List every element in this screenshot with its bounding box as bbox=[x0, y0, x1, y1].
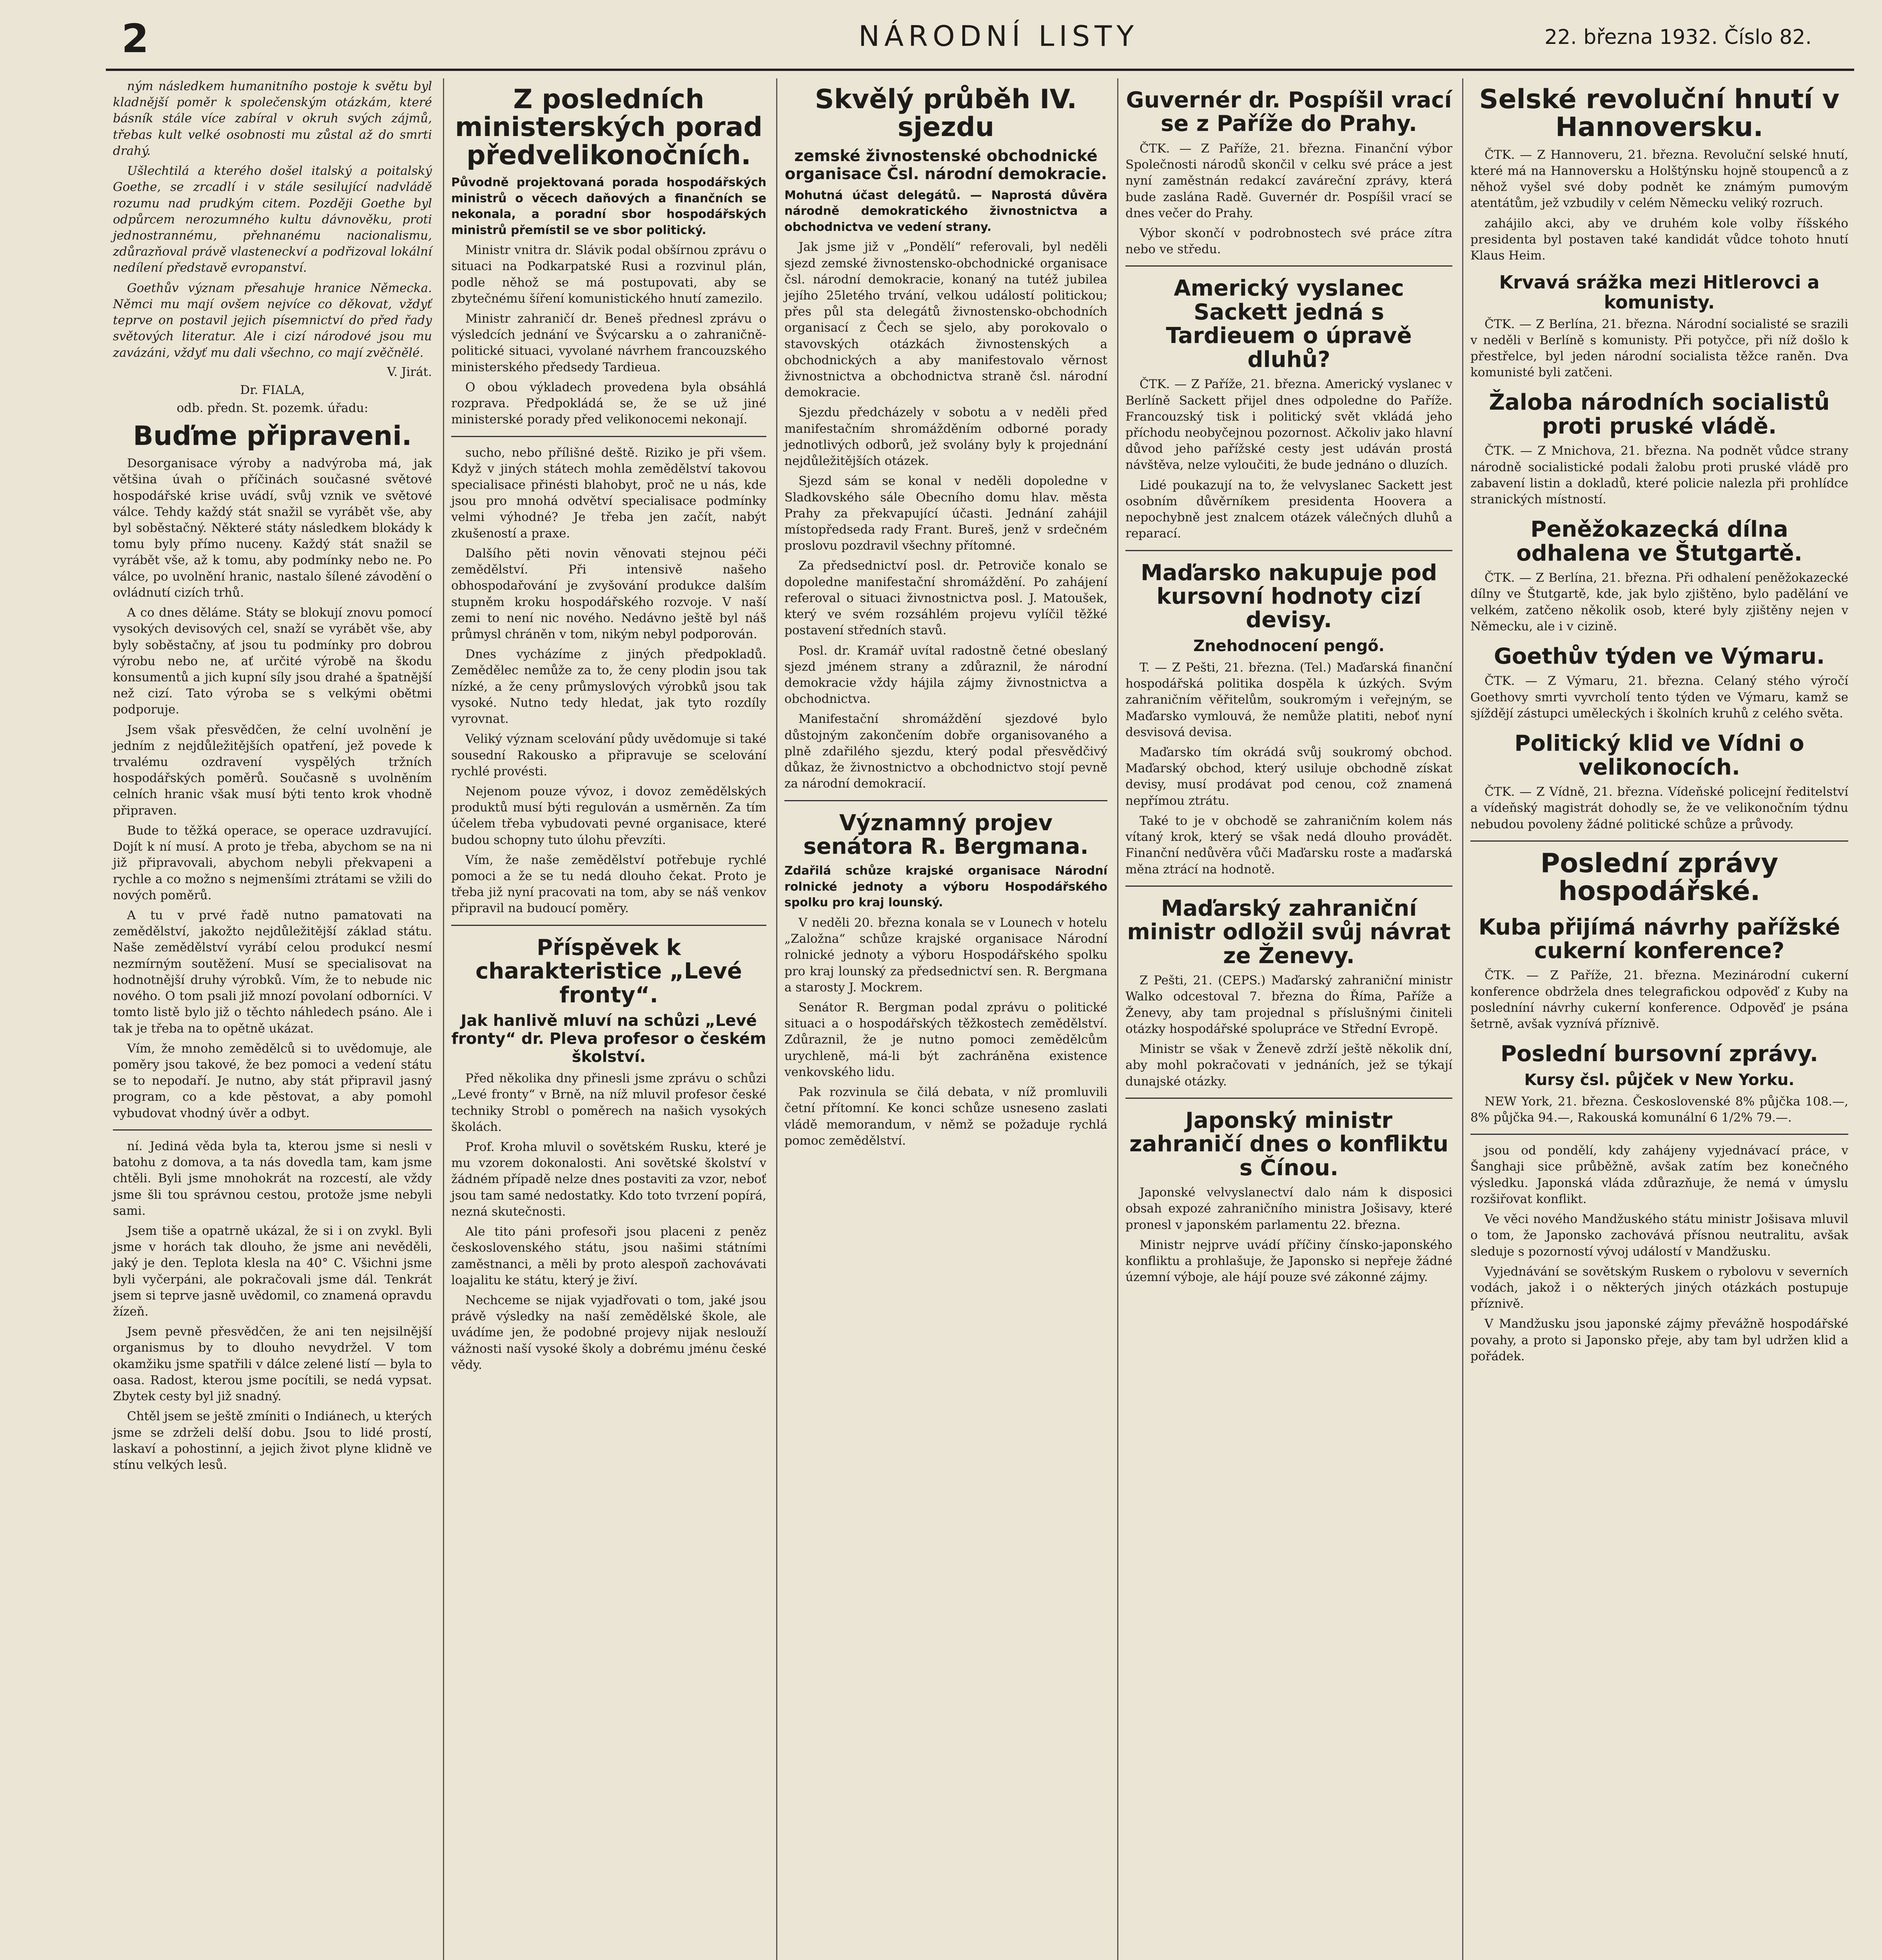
article-paragraph: Desorganisace výroby a nadvýroba má, jak většina úvah o příčinách současné světové hospodářské krise uvádí, svůj vznik ve světové válce. Tehdy každý stát snažil se vyrábět vše, aby byl soběstačný. Některé státy následkem blokády k tomu byly přímo nuceny. Každý stát snažil se vyrábět vše, až k tomu, aby podmínky nebo ne. Po válce, po uvolnění hranic, nastalo šílené závodění o ovládnutí cizích trhů. bbox=[113, 456, 432, 600]
section-headline: Poslední zprávy hospodářské. bbox=[1540, 848, 1779, 907]
paper-name: NÁRODNÍ LISTY bbox=[858, 20, 1139, 53]
article-paragraph: Ministr vnitra dr. Slávik podal obšírnou zprávu o situaci na Podkarpatské Rusi a rozvinul plán, podle něhož se má postupovati, aby se zbytečnému šíření komunistického hnutí zamezilo. bbox=[451, 243, 766, 306]
intro-paragraph: Ušlechtilá a kterého došel italský a poitalský Goethe, se zrcadlí i v stále sesilující nadvládě rozumu nad prudkým citem. Později Goethe byl odpůrcem nerozumného kultu dávnověku, proti jednostrannému, přehnanému nacionalismu, zdůrazňoval právě vlasteneckví a podřizoval lokální nedílení představě evropanství. bbox=[113, 164, 432, 275]
article-paragraph: Ministr zahraničí dr. Beneš přednesl zprávu o výsledcích jednání ve Švýcarsku a o zahraničně-politické situaci, vyvolané návrhem francouzského ministerského předsedy Tardieua. bbox=[451, 312, 766, 374]
feuilleton-paragraph: Jsem tiše a opatrně ukázal, že si i on zvykl. Byli jsme v horách tak dlouho, že jsme ani nevěděli, jaký je den. Teplota klesla na 40° C. Všichni jsme byli vyčerpáni, ale pokračovali jsme dál. Tenkrát jsem si teprve jasně uvědomil, co znamená opravdu žízeň. bbox=[113, 1223, 432, 1319]
article-paragraph: V neděli 20. března konala se v Lounech v hotelu „Založna“ schůze krajské organisace Národní rolnické jednoty a výboru Hospodářského spolku pro kraj lounský za předsednictví sen. R. Bergmana a starosty J. Mockrem. bbox=[784, 915, 1107, 995]
article-paragraph: Prof. Kroha mluvil o sovětském Rusku, které je mu vzorem dokonalosti. Ani sovětské školství v žádném případě nelze dnes postaviti za vzor, neboť jsou tam samé nedostatky. Kdo toto tvrzení popírá, nezná skutečnosti. bbox=[451, 1140, 766, 1219]
article-paragraph: Výbor skončí v podrobnostech své práce zítra nebo ve středu. bbox=[1125, 226, 1452, 257]
section-divider bbox=[1125, 265, 1452, 267]
article-paragraph: Jak jsme již v „Pondělí“ referovali, byl neděli sjezd zemské živnostensko-obchodnické organisace čsl. národní demokracie, konaný na tutéž jubilea jejího 25letého trvání, velkou událostí politickou; přes půl sta delegátů živnostensko-obchodních organisací z Čech se sjelo, aby porokovalo o stavovských otázkách živnostenských a obchodnických a aby manifestovalo věrnost živnostnictva a obchodnictva straně čsl. národní demokracie. bbox=[784, 240, 1107, 400]
section-divider bbox=[1125, 1098, 1452, 1099]
article-paragraph: Posl. dr. Kramář uvítal radostně četné obeslaný sjezd jménem strany a zdůraznil, že národní demokracie vždy hájila zájmy živnostnictva a obchodnictva. bbox=[784, 643, 1107, 706]
article-author: Dr. FIALA, bbox=[240, 383, 305, 397]
article-headline: Politický klid ve Vídni o velikonocích. bbox=[1514, 731, 1804, 780]
article-paragraph: ČTK. — Z Paříže, 21. března. Americký vyslanec v Berlíně Sackett přijel dnes odpoledne do Paříže. Francouzský tisk i politický svět vkládá jeho příchodu neobyčejnou pozornost. Ačkoliv jako hlavní důvod jeho pařížské cesty jest udáván prostá návštěva, nelze vyloučiti, že bude jednáno o dluzích. bbox=[1125, 377, 1452, 472]
article-lead: Původně projektovaná porada hospodářských ministrů o věcech daňových a finančních se nekonala, a poradní sbor hospodářských ministrů přemístil se ve sbor politický. bbox=[451, 176, 766, 237]
article-paragraph: V Mandžusku jsou japonské zájmy převážně hospodářské povahy, a proto si Japonsko přeje, aby tam byl udržen klid a pořádek. bbox=[1470, 1317, 1848, 1363]
article-headline: Žaloba národních socialistů proti pruské vládě. bbox=[1489, 390, 1830, 439]
article-paragraph: Vím, že naše zemědělství potřebuje rychlé pomoci a že se tu nedá dlouho čekat. Proto je třeba již nyní pracovati na tom, aby se náš venkov připravil na budoucí poměry. bbox=[451, 853, 766, 916]
page-number: 2 bbox=[122, 16, 149, 62]
feuilleton-paragraph: Jsem pevně přesvědčen, že ani ten nejsilnější organismus by to dlouho nevydržel. V tom okamžiku jsme spatřili v dálce zelené listí — byla to oasa. Radost, kterou jsme pocítili, se nedá vypsat. Zbytek cesty byl již snadný. bbox=[113, 1325, 432, 1404]
article-paragraph: A tu v prvé řadě nutno pamatovati na zemědělství, jakožto nejdůležitější základ státu. Naše zemědělství vyrábí celou produkcí nesmí nezmírným soutěžení. Musí se specialisovat na hodnotnější druhy výrobků. Vím, že to nebude nic nového. O tom psali již mnozí povolaní odborníci. V tomto listě bylo již o těchto náhledech psáno. Ale i tak je třeba na to opětně ukázat. bbox=[113, 908, 432, 1036]
article-headline: Krvavá srážka mezi Hitlerovci a komunisty. bbox=[1499, 272, 1820, 313]
issue-date: 22. března 1932. Číslo 82. bbox=[1544, 25, 1812, 49]
article-headline: Maďarsko nakupuje pod kursovní hodnoty cizí devisy. bbox=[1140, 560, 1437, 633]
section-divider bbox=[1470, 1134, 1848, 1135]
article-paragraph: Sjezd sám se konal v neděli dopoledne v Sladkovského sále Obecního domu hlav. města Prahy za překvapující účasti. Jednání zahájil místopředseda rady Frant. Bureš, jenž v srdečném proslovu pozdravil všechny přítomné. bbox=[784, 474, 1107, 553]
article-paragraph: Ministr nejprve uvádí příčiny čínsko-japonského konfliktu a prohlašuje, že Japonsko si nepřeje žádné územní výboje, ale hájí pouze své zákonné zájmy. bbox=[1125, 1238, 1452, 1285]
article-headline: Guvernér dr. Pospíšil vrací se z Paříže do Prahy. bbox=[1126, 87, 1452, 137]
article-paragraph: NEW York, 21. března. Československé 8% půjčka 108.—, 8% půjčka 94.—, Rakouská komunální 6 1/2% 79.—. bbox=[1470, 1094, 1848, 1125]
article-headline: Kuba přijímá návrhy pařížské cukerní konference? bbox=[1478, 914, 1840, 964]
article-paragraph: Pak rozvinula se čilá debata, v níž promluvili četní přítomní. Ke konci schůze usneseno zaslati vládě memorandum, v němž se požaduje rychlá pomoc zemědělství. bbox=[784, 1085, 1107, 1148]
article-headline: Významný projev senátora R. Bergmana. bbox=[803, 810, 1089, 859]
feuilleton-paragraph: ní. Jediná věda byla ta, kterou jsme si nesli v batohu z domova, a ta nás dovedla tam, kam jsme chtěli. Byli jsme mnohokrát na rozcestí, ale vždy jsme šli tou správnou cestou, protože jsme nebyli sami. bbox=[113, 1139, 432, 1218]
article-headline: Maďarský zahraniční ministr odložil svůj návrat ze Ženevy. bbox=[1127, 895, 1451, 969]
article-headline: Peněžokazecká dílna odhalena ve Štutgartě. bbox=[1516, 517, 1802, 566]
section-divider bbox=[451, 925, 766, 926]
article-subheadline: Znehodnocení pengő. bbox=[1193, 637, 1385, 655]
article-paragraph: ČTK. — Z Mnichova, 21. března. Na podnět vůdce strany národně socialistické podali žalobu proti pruské vládě pro zabavení listin a dokladů, které policie nalezla při prohlídce stranických místností. bbox=[1470, 444, 1848, 506]
article-subheadline: Jak hanlivě mluví na schůzi „Levé fronty“ dr. Pleva profesor o českém školství. bbox=[451, 1012, 766, 1066]
intro-signature: V. Jirát. bbox=[387, 365, 432, 379]
article-paragraph: Manifestační shromáždění sjezdové bylo důstojným zakončením dobře organisovaného a plně zdařilého sjezdu, který podal přesvědčivý důkaz, že živnostnictvo a obchodnictvo stojí pevně za národní demokracií. bbox=[784, 712, 1107, 791]
article-paragraph: Senátor R. Bergman podal zprávu o politické situaci a o hospodářských těžkostech zemědělství. Zdůraznil, že je nutno pomoci zemědělcům urychleně, má-li být zachráněna existence venkovského lidu. bbox=[784, 1000, 1107, 1079]
article-paragraph: Nejenom pouze vývoz, i dovoz zemědělských produktů musí býti regulován a usměrněn. Za tím účelem třeba vybudovati pevné organisace, které budou schopny tuto úlohu převzíti. bbox=[451, 784, 766, 847]
article-paragraph: ČTK. — Z Hannoveru, 21. března. Revoluční selské hnutí, které má na Hannoversku a Holštýnsku hojně stoupenců a z něhož vyšel své doby podnět ke známým pumovým atentátům, jež vzbudily v celém Německu veliký rozruch. bbox=[1470, 147, 1848, 211]
article-subheadline: Kursy čsl. půjček v New Yorku. bbox=[1524, 1071, 1795, 1089]
article-paragraph: ČTK. — Z Berlína, 21. března. Národní socialisté se srazili v neděli v Berlíně s komunisty. Při potyčce, při níž došlo k přestřelce, byl jeden národní socialista těžce raněn. Dva komunisté byli zatčeni. bbox=[1470, 317, 1848, 380]
article-paragraph: Vyjednávání se sovětským Ruskem o rybolovu v severních vodách, jakož i o některých jiných otázkách postupuje příznivě. bbox=[1470, 1264, 1848, 1311]
column-4 bbox=[1117, 78, 1459, 1960]
article-paragraph: ČTK. — Z Vídně, 21. března. Vídeňské policejní ředitelství a vídeňský magistrát dohodly se, že ve velikonočním týdnu nebudou povoleny žádné politické schůze a průvody. bbox=[1470, 785, 1848, 831]
article-paragraph: Jsem však přesvědčen, že celní uvolnění je jedním z nejdůležitějších opatření, jež povede k trvalému ozdravení vyspělých tržních hospodářských poměrů. Současně s uvolněním celních hranic však musí býti tento krok vhodně připraven. bbox=[113, 722, 432, 818]
article-lead: Zdařilá schůze krajské organisace Národní rolnické jednoty a výboru Hospodářského spolku pro kraj lounský. bbox=[784, 864, 1107, 910]
section-divider bbox=[784, 800, 1107, 801]
article-paragraph: jsou od pondělí, kdy zahájeny vyjednávací práce, v Šanghaji sice průběžně, avšak zatím bez konečného výsledku. Japonská vláda zdůrazňuje, že nemá v úmyslu rozšiřovat konflikt. bbox=[1470, 1143, 1848, 1206]
article-headline: Příspěvek k charakteristice „Levé fronty“. bbox=[475, 935, 742, 1008]
article-paragraph: Ale tito páni profesoři jsou placeni z peněz československého státu, jsou našimi státními zaměstnanci, a měli by proto alespoň zachovávati loajalitu ke státu, který je živí. bbox=[451, 1225, 766, 1287]
section-divider bbox=[451, 436, 766, 437]
section-divider bbox=[1125, 886, 1452, 887]
article-paragraph: ČTK. — Z Berlína, 21. března. Při odhalení peněžokazecké dílny ve Štutgartě, kde, jak bylo zjištěno, bylo padělání ve velkém, zatčeno několik osob, které byly zjištěny nejen v Německu, ale i v cizině. bbox=[1470, 571, 1848, 633]
article-paragraph: Z Pešti, 21. (CEPS.) Maďarský zahraniční ministr Walko odcestoval 7. března do Říma, Paříže a Ženevy, aby tam projednal s příslušnými činiteli otázky hospodářské spolupráce ve Střední Evropě. bbox=[1125, 973, 1452, 1036]
article-headline: Buďme připraveni. bbox=[133, 420, 412, 452]
article-paragraph: ČTK. — Z Paříže, 21. března. Finanční výbor Společnosti národů skončil v celku své práce a jest nyní zaměstnán redakcí zaváreční zprávy, která bude zaslána Radě. Guvernér dr. Pospíšil vrací se dnes večer do Prahy. bbox=[1125, 141, 1452, 220]
article-headline: Goethův týden ve Výmaru. bbox=[1494, 644, 1825, 669]
article-paragraph: Lidé poukazují na to, že velvyslanec Sackett jest osobním důvěrníkem presidenta Hoovera a nepochybně jest znalcem otázek válečných dluhů a reparací. bbox=[1125, 478, 1452, 541]
article-paragraph: sucho, nebo přílišné deště. Riziko je při všem. Když v jiných státech mohla zemědělství takovou specialisace přinésti blahobyt, proč ne u nás, kde jsou pro mnohá odvětví specialisace podmínky velmi výhodné? Je třeba jen začít, nabýt zkušeností a praxe. bbox=[451, 445, 766, 541]
article-subheadline: zemské živnostenské obchodnické organisace Čsl. národní demokracie. bbox=[785, 147, 1107, 183]
article-paragraph: Za předsednictví posl. dr. Petroviče konalo se dopoledne manifestační shromáždění. Po zahájení referoval o situaci živnostnictva posl. J. Matoušek, který ve svém rozsáhlém projevu vylíčil těžké postavení středních stavů. bbox=[784, 559, 1107, 638]
section-divider bbox=[113, 1129, 432, 1131]
column-2 bbox=[443, 78, 773, 1960]
masthead bbox=[16, 8, 1866, 62]
article-paragraph: Nechceme se nijak vyjadřovati o tom, jaké jsou právě výsledky na naší zemědělské škole, ale uvádíme jen, že podobné projevy nijak neslouží vážnosti naší vysoké školy a dobrému jménu české vědy. bbox=[451, 1293, 766, 1372]
article-paragraph: Japonské velvyslanectví dalo nám k disposici obsah expozé zahraničního ministra Jošisavy, které pronesl v japonském parlamentu 22. března. bbox=[1125, 1185, 1452, 1232]
intro-paragraph: ným následkem humanitního postoje k světu byl kladnější poměr k společenským otázkám, které básník stále více zabíral v okruh svých zájmů, třebas kult velké osobnosti mu zůstal až do smrti drahý. bbox=[113, 79, 432, 158]
article-author-role: odb. předn. St. pozemk. úřadu: bbox=[176, 401, 368, 415]
article-paragraph: Bude to těžká operace, se operace uzdravující. Dojít k ní musí. A proto je třeba, abychom se na ni již připravovali, abychom nebyli překvapeni a rychle a co možno s nejmenšími ztrátami se vžili do nových poměrů. bbox=[113, 823, 432, 902]
article-headline: Selské revoluční hnutí v Hannoversku. bbox=[1479, 84, 1840, 143]
article-paragraph: Maďarsko tím okrádá svůj soukromý obchod. Maďarský obchod, který usiluje obchodně získat devisy, musí prodávat pod cenou, což znamená nepřímou ztrátu. bbox=[1125, 745, 1452, 808]
article-paragraph: Ministr se však v Ženevě zdrží ještě několik dní, aby mohl pokračovati v jednáních, jež se týkají dunajské otázky. bbox=[1125, 1042, 1452, 1089]
article-headline: Americký vyslanec Sackett jedná s Tardieuem o úpravě dluhů? bbox=[1166, 276, 1412, 372]
column-3 bbox=[776, 78, 1114, 1960]
article-paragraph: zahájilo akci, aby ve druhém kole volby říšského presidenta byl postaven také kandidát vůdce tohoto hnutí Klaus Heim. bbox=[1470, 216, 1848, 263]
article-paragraph: Veliký význam scelování půdy uvědomuje si také sousední Rakousko a připravuje se scelování rychlé provésti. bbox=[451, 732, 766, 779]
article-paragraph: ČTK. — Z Paříže, 21. března. Mezinárodní cukerní konference obdržela dnes telegrafickou odpověď z Kuby na posledníní návrhy cukerní konference. Odpověď je psána šetrně, avšak vyznívá příznivě. bbox=[1470, 968, 1848, 1031]
section-divider bbox=[1125, 550, 1452, 551]
article-headline: Poslední bursovní zprávy. bbox=[1500, 1041, 1818, 1067]
article-lead: Mohutná účast delegátů. — Naprostá důvěra národně demokratického živnostnictva a obchodnictva ve vedení strany. bbox=[784, 188, 1107, 234]
article-paragraph: Ve věci nového Mandžuského státu ministr Jošisava mluvil o tom, že Japonsko zachovává přísnou neutralitu, avšak sleduje s pozorností vývoj událostí v Mandžusku. bbox=[1470, 1212, 1848, 1259]
article-headline: Skvělý průběh IV. sjezdu bbox=[815, 84, 1077, 143]
article-paragraph: Sjezdu předcházely v sobotu a v neděli před manifestačním shromážděním odborné porady jednotlivých odborů, jež svolány byly k projednání nejdůležitějších otázek. bbox=[784, 405, 1107, 468]
article-paragraph: Před několika dny přinesli jsme zprávu o schůzi „Levé fronty“ v Brně, na níž mluvil profesor české techniky Strobl o poměrech na našich vysokých školách. bbox=[451, 1071, 766, 1134]
article-paragraph: O obou výkladech provedena byla obsáhlá rozprava. Předpokládá se, že se už jiné ministerské porady před velikonocemi nekonají. bbox=[451, 380, 766, 427]
intro-paragraph: Goethův význam přesahuje hranice Německa. Němci mu mají ovšem nejvíce co děkovat, vždyť teprve on postavil jejich písemnictví do před řady světových literatur. Ale i cizí národové jsou mu zavázáni, vždyť mu dali všechno, co mají zvěčnělé. bbox=[113, 281, 432, 360]
header-rule bbox=[106, 69, 1854, 71]
article-paragraph: Dalšího pěti novin věnovati stejnou péči zemědělství. Při intensivě našeho obhospodařování je zvyšování produkce dalším stupněm kroku hospodářského rozvoje. V naší zemi to není nic nového. Nedávno ještě byl náš průmysl chráněn v tom, nikým nebyl podporován. bbox=[451, 546, 766, 641]
article-paragraph: T. — Z Pešti, 21. března. (Tel.) Maďarská finanční hospodářská politika dospěla k úzkých. Svým zahraničním věřitelům, soukromým i veřejným, se Maďarsko vymlouvá, že nemůže platiti, neboť nyní desvisová devisa. bbox=[1125, 660, 1452, 739]
article-paragraph: Dnes vycházíme z jiných předpokladů. Zemědělec nemůže za to, že ceny plodin jsou tak nízké, a že ceny průmyslových výrobků jsou tak vysoké. Nutno tedy hledat, jak tyto rozdíly vyrovnat. bbox=[451, 647, 766, 726]
article-headline: Z posledních ministerských porad předvelikonočních. bbox=[455, 84, 763, 171]
column-5 bbox=[1462, 78, 1855, 1960]
article-paragraph: A co dnes děláme. Státy se blokují znovu pomocí vysokých devisových cel, snaží se vyrábět vše, aby byly soběstačny, ať jsou tu podmínky pro dobrou výrobu nebo ne, ať určité výrobě na škodu konsumentů a jich kupní síly jsou drahé a špatnější než cizí. Tato výroba se s velkými obětmi podporuje. bbox=[113, 606, 432, 717]
column-1 bbox=[106, 78, 439, 1960]
section-divider bbox=[1470, 840, 1848, 842]
article-paragraph: Také to je v obchodě se zahraničním kolem nás vítaný krok, který se však nedá dlouho provádět. Finanční nedůvěra vůči Maďarsku roste a maďarská měna ztrácí na hodnotě. bbox=[1125, 813, 1452, 877]
article-paragraph: ČTK. — Z Výmaru, 21. března. Celaný stého výročí Goethovy smrti vyvrcholí tento týden ve Výmaru, kamž se sjíždějí zástupci uměleckých i školních kruhů z celého světa. bbox=[1470, 674, 1848, 720]
feuilleton-paragraph: Chtěl jsem se ještě zmíniti o Indiánech, u kterých jsme se zdrželi delší dobu. Jsou to lidé prostí, laskaví a pohostinní, a jejich život plyne klidně ve stínu velkých lesů. bbox=[113, 1409, 432, 1472]
article-paragraph: Vím, že mnoho zemědělců si to uvědomuje, ale poměry jsou takové, že bez pomoci a vedení státu se to nepodaří. Je nutno, aby stát připravil jasný program, co a kde pěstovat, a aby pomohl vybudovat vhodný úvěr a odbyt. bbox=[113, 1041, 432, 1120]
article-headline: Japonský ministr zahraničí dnes o konfliktu s Čínou. bbox=[1129, 1107, 1448, 1181]
